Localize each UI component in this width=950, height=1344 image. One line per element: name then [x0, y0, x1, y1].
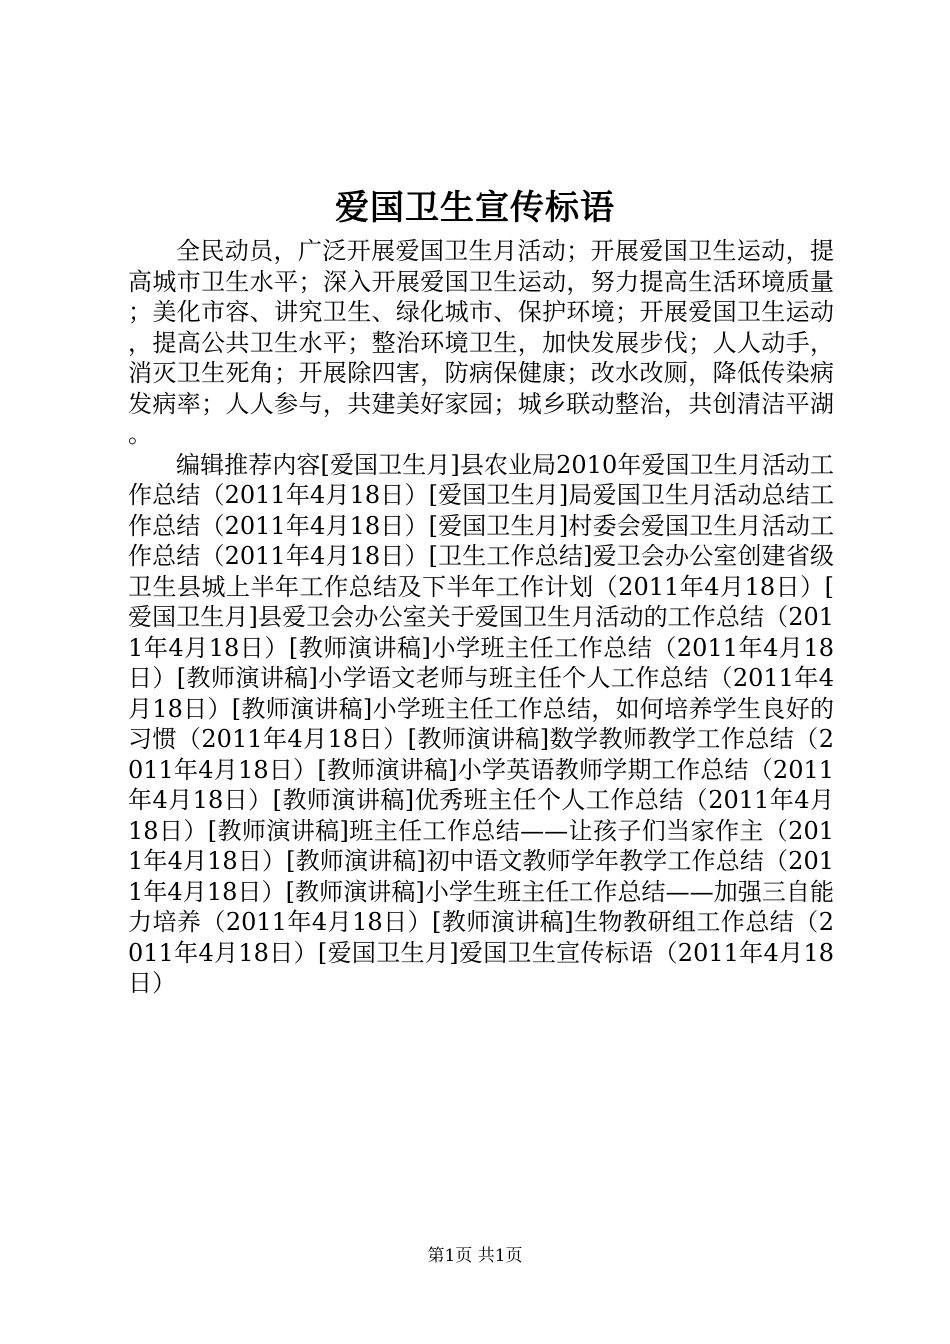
document-body — [128, 236, 834, 999]
page-number-footer: 第1页 共1页 — [427, 1246, 523, 1266]
slogan-paragraph: 全民动员，广泛开展爱国卫生月活动；开展爱国卫生运动，提高城市卫生水平；深入开展爱国卫生运动，努力提高生活环境质量；美化市容、讲究卫生、绿化城市、保护环境；开展爱国卫生运动，提高公共卫生水平；整治环境卫生，加快发展步伐；人人动手，消灭卫生死角；开展除四害，防病保健康；改水改厕，降低传染病发病率；人人参与，共建美好家园；城乡联动整治，共创清洁平湖。 — [128, 237, 834, 448]
document-title: 爱国卫生宣传标语 — [335, 188, 615, 228]
recommended-content-paragraph: 编辑推荐内容[爱国卫生月]县农业局2010年爱国卫生月活动工作总结（2011年4月18日）[爱国卫生月]局爱国卫生月活动总结工作总结（2011年4月18日）[爱国卫生月]村委会爱国卫生月活动工作总结（2011年4月18日）[卫生工作总结]爱卫会办公室创建省级卫生县城上半年工作总结及下半年工作计划（2011年4月18日）[爱国卫生月]县爱卫会办公室关于爱国卫生月活动的工作总结（2011年4月18日）[教师演讲稿]小学班主任工作总结（2011年4月18日）[教师演讲稿]小学语文老师与班主任个人工作总结（2011年4月18日）[教师演讲稿]小学班主任工作总结，如何培养学生良好的习惯（2011年4月18日）[教师演讲稿]数学教师教学工作总结（2011年4月18日）[教师演讲稿]小学英语教师学期工作总结（2011年4月18日）[教师演讲稿]优秀班主任个人工作总结（2011年4月18日）[教师演讲稿]班主任工作总结——让孩子们当家作主（2011年4月18日）[教师演讲稿]初中语文教师学年教学工作总结（2011年4月18日）[教师演讲稿]小学生班主任工作总结——加强三自能力培养（2011年4月18日）[教师演讲稿]生物教研组工作总结（2011年4月18日）[爱国卫生月]爱国卫生宣传标语（2011年4月18日） — [128, 450, 834, 997]
